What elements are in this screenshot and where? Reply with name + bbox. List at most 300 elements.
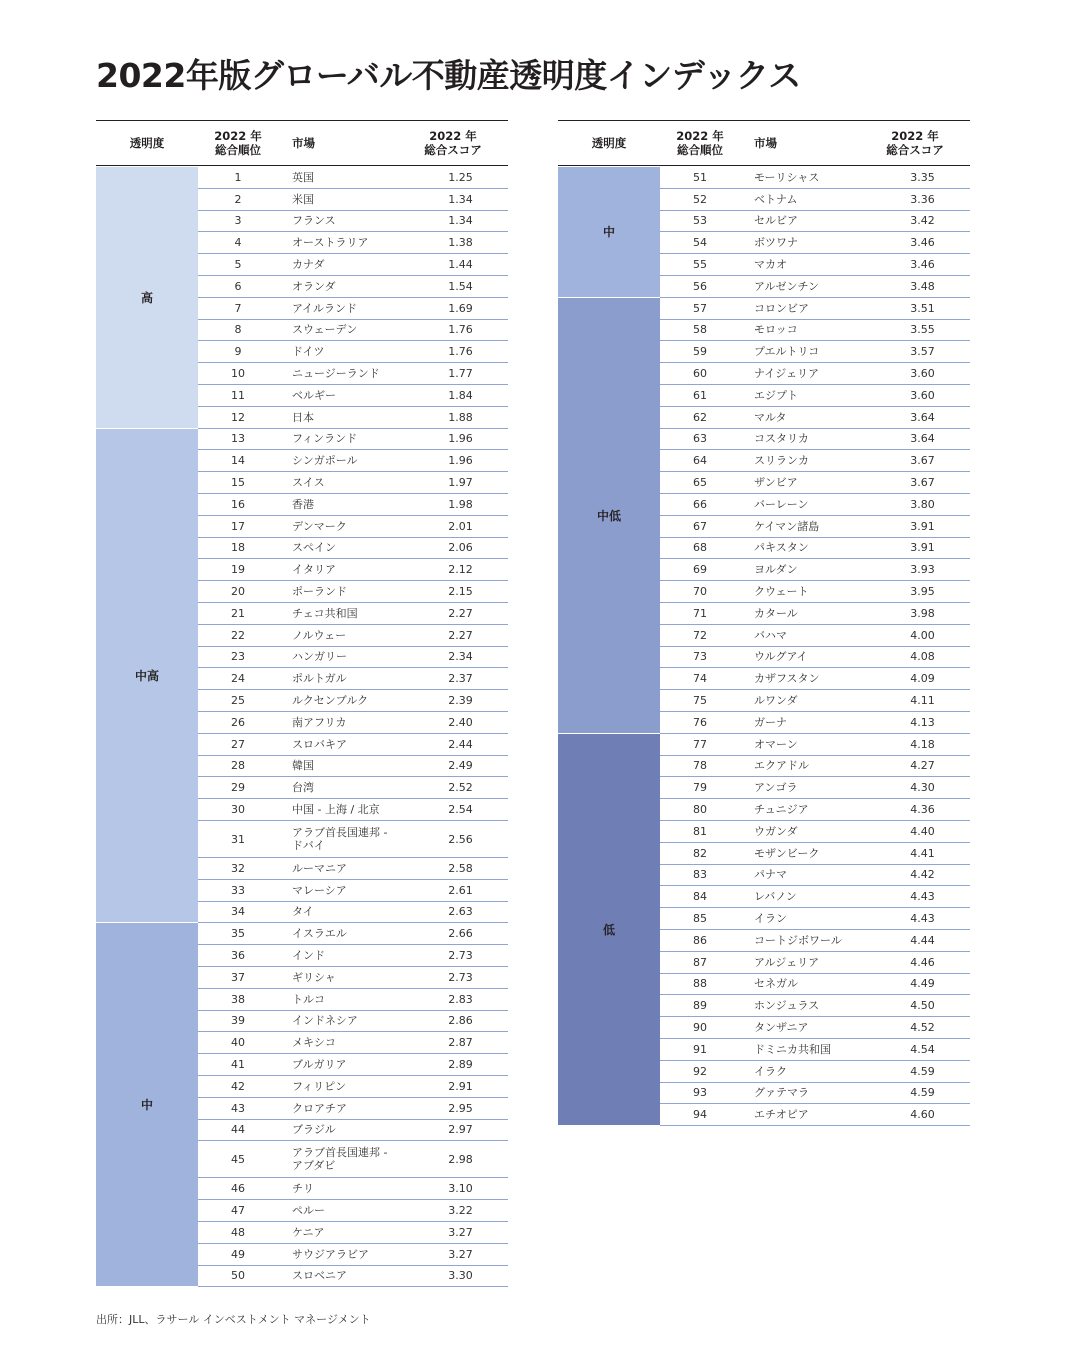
rank-cell: 58: [693, 323, 707, 337]
market-cell: クロアチア: [292, 1101, 347, 1115]
table-row: [660, 581, 970, 603]
rank-cell: 93: [693, 1086, 707, 1100]
header-transparency: 透明度: [129, 136, 165, 150]
rank-cell: 9: [234, 345, 242, 359]
score-cell: 2.34: [448, 650, 473, 664]
table-row: [198, 232, 508, 254]
market-cell: 韓国: [292, 759, 314, 773]
score-cell: 4.59: [910, 1064, 935, 1078]
rank-cell: 75: [693, 694, 707, 708]
score-cell: 3.80: [910, 497, 935, 511]
transparency-band: 中低: [558, 298, 660, 733]
market-cell: 中国 - 上海 / 北京: [292, 803, 380, 817]
table-row: [660, 189, 970, 211]
score-cell: 2.61: [448, 883, 473, 897]
score-cell: 3.27: [448, 1225, 473, 1239]
score-cell: 4.00: [910, 628, 935, 642]
market-cell: チェコ共和国: [292, 606, 358, 620]
table-row: [660, 647, 970, 669]
score-cell: 2.87: [448, 1036, 473, 1050]
score-cell: 1.34: [448, 214, 473, 228]
table-row: [660, 341, 970, 363]
table-row: [660, 167, 970, 189]
market-cell: エチオピア: [754, 1108, 809, 1122]
score-cell: 2.39: [448, 694, 473, 708]
score-cell: 3.67: [910, 476, 935, 490]
table-row: [660, 974, 970, 996]
table-row: [198, 1011, 508, 1033]
rank-cell: 33: [231, 883, 245, 897]
market-cell: ブラジル: [292, 1123, 336, 1137]
table-row: [198, 880, 508, 902]
table-row: [198, 1054, 508, 1076]
rank-cell: 22: [231, 628, 245, 642]
table-row: [198, 363, 508, 385]
rank-cell: 40: [231, 1036, 245, 1050]
market-cell: クウェート: [754, 585, 809, 599]
table-row: [198, 967, 508, 989]
table-row: [198, 1266, 508, 1288]
rank-cell: 82: [693, 846, 707, 860]
rank-cell: 6: [234, 279, 242, 293]
rank-cell: 37: [231, 970, 245, 984]
table-row: [198, 167, 508, 189]
score-cell: 4.59: [910, 1086, 935, 1100]
score-cell: 4.36: [910, 803, 935, 817]
table-row: [198, 298, 508, 320]
market-cell: カタール: [754, 606, 798, 620]
rank-cell: 59: [693, 345, 707, 359]
score-cell: 4.18: [910, 737, 935, 751]
market-cell: オマーン: [754, 737, 798, 751]
score-cell: 4.13: [910, 715, 935, 729]
table-row: [198, 734, 508, 756]
rank-cell: 73: [693, 650, 707, 664]
market-cell: スリランカ: [754, 454, 809, 468]
table-row: [660, 320, 970, 342]
table-row: [660, 668, 970, 690]
market-cell: ペルー: [292, 1204, 325, 1218]
market-cell: 南アフリカ: [292, 715, 347, 729]
rank-cell: 61: [693, 388, 707, 402]
rank-cell: 14: [231, 454, 245, 468]
market-cell: ルーマニア: [292, 861, 347, 875]
table-row: [198, 668, 508, 690]
score-cell: 1.54: [448, 279, 473, 293]
score-cell: 4.42: [910, 868, 935, 882]
score-cell: 4.09: [910, 672, 935, 686]
market-cell: チュニジア: [754, 803, 809, 817]
table-row: [660, 995, 970, 1017]
table-row: [660, 625, 970, 647]
market-cell: プエルトリコ: [754, 345, 820, 359]
header-transparency: 透明度: [591, 136, 627, 150]
rank-cell: 94: [693, 1108, 707, 1122]
table-row: [198, 945, 508, 967]
score-cell: 2.06: [448, 541, 473, 555]
score-cell: 2.66: [448, 927, 473, 941]
score-cell: 2.49: [448, 759, 473, 773]
table-header: [96, 120, 508, 166]
score-cell: 3.22: [448, 1204, 473, 1218]
market-cell: セネガル: [754, 977, 798, 991]
table-row: [198, 625, 508, 647]
market-cell: アルジェリア: [754, 955, 820, 969]
score-cell: 3.46: [910, 236, 935, 250]
score-cell: 2.54: [448, 803, 473, 817]
rank-cell: 13: [231, 432, 245, 446]
header-rank: 2022 年 総合順位: [676, 129, 724, 157]
score-cell: 2.27: [448, 628, 473, 642]
score-cell: 4.08: [910, 650, 935, 664]
rank-cell: 15: [231, 476, 245, 490]
market-cell: グァテマラ: [754, 1086, 809, 1100]
rank-cell: 70: [693, 585, 707, 599]
rank-cell: 2: [234, 192, 242, 206]
rank-cell: 54: [693, 236, 707, 250]
rank-cell: 66: [693, 497, 707, 511]
source-note: 出所：JLL、ラサール インベストメント マネージメント: [96, 1313, 371, 1326]
table-row: [660, 690, 970, 712]
market-cell: フランス: [292, 214, 336, 228]
market-cell: ナイジェリア: [754, 367, 820, 381]
table-row: [198, 320, 508, 342]
rank-cell: 11: [231, 388, 245, 402]
score-cell: 3.48: [910, 279, 935, 293]
score-cell: 1.38: [448, 236, 473, 250]
market-cell: アルゼンチン: [754, 279, 820, 293]
score-cell: 2.95: [448, 1101, 473, 1115]
score-cell: 3.42: [910, 214, 935, 228]
market-cell: 英国: [292, 170, 314, 184]
table-row: [660, 1083, 970, 1105]
rank-cell: 56: [693, 279, 707, 293]
market-cell: 香港: [292, 497, 314, 511]
rank-cell: 52: [693, 192, 707, 206]
rank-cell: 49: [231, 1247, 245, 1261]
score-cell: 4.50: [910, 999, 935, 1013]
rank-cell: 1: [234, 170, 242, 184]
table-row: [198, 538, 508, 560]
score-cell: 2.01: [448, 519, 473, 533]
table-row: [198, 559, 508, 581]
rank-cell: 79: [693, 781, 707, 795]
rank-cell: 47: [231, 1204, 245, 1218]
market-cell: ウガンダ: [754, 824, 798, 838]
market-cell: ニュージーランド: [292, 367, 380, 381]
score-cell: 2.15: [448, 585, 473, 599]
market-cell: フィンランド: [292, 432, 358, 446]
table-row: [660, 734, 970, 756]
rank-cell: 18: [231, 541, 245, 555]
rank-cell: 17: [231, 519, 245, 533]
market-cell: デンマーク: [292, 519, 347, 533]
market-cell: カナダ: [292, 258, 325, 272]
rank-cell: 62: [693, 410, 707, 424]
score-cell: 4.27: [910, 759, 935, 773]
market-cell: アイルランド: [292, 301, 358, 315]
rank-cell: 60: [693, 367, 707, 381]
rank-cell: 86: [693, 933, 707, 947]
market-cell: スイス: [292, 476, 325, 490]
table-row: [660, 494, 970, 516]
market-cell: ギリシャ: [292, 970, 336, 984]
score-cell: 1.96: [448, 432, 473, 446]
rank-cell: 44: [231, 1123, 245, 1137]
rank-cell: 72: [693, 628, 707, 642]
score-cell: 2.63: [448, 905, 473, 919]
market-cell: チリ: [292, 1182, 314, 1196]
score-cell: 4.11: [910, 694, 935, 708]
table-row: [198, 603, 508, 625]
rank-cell: 31: [231, 832, 245, 846]
score-cell: 4.52: [910, 1021, 935, 1035]
market-cell: ベルギー: [292, 388, 336, 402]
score-cell: 3.60: [910, 367, 935, 381]
rank-cell: 32: [231, 861, 245, 875]
table-row: [198, 472, 508, 494]
score-cell: 3.95: [910, 585, 935, 599]
score-cell: 2.73: [448, 970, 473, 984]
market-cell: スロベニア: [292, 1269, 347, 1283]
score-cell: 2.12: [448, 563, 473, 577]
market-cell: イタリア: [292, 563, 336, 577]
rank-cell: 41: [231, 1058, 245, 1072]
rank-cell: 38: [231, 992, 245, 1006]
table-row: [660, 952, 970, 974]
market-cell: ケニア: [292, 1225, 325, 1239]
table-row: [198, 211, 508, 233]
market-cell: アラブ首長国連邦 - アブダビ: [292, 1146, 388, 1173]
rank-cell: 50: [231, 1269, 245, 1283]
table-row: [660, 1104, 970, 1126]
market-cell: 台湾: [292, 781, 314, 795]
rank-cell: 45: [231, 1152, 245, 1166]
score-cell: 3.98: [910, 606, 935, 620]
market-cell: ボツワナ: [754, 236, 798, 250]
score-cell: 2.27: [448, 606, 473, 620]
score-cell: 3.55: [910, 323, 935, 337]
market-cell: トルコ: [292, 992, 325, 1006]
score-cell: 2.98: [448, 1152, 473, 1166]
rank-cell: 88: [693, 977, 707, 991]
score-cell: 4.54: [910, 1042, 935, 1056]
score-cell: 3.64: [910, 432, 935, 446]
score-cell: 3.46: [910, 258, 935, 272]
market-cell: インド: [292, 949, 325, 963]
score-cell: 3.93: [910, 563, 935, 577]
rank-cell: 68: [693, 541, 707, 555]
score-cell: 2.44: [448, 737, 473, 751]
table-row: [198, 494, 508, 516]
rank-cell: 92: [693, 1064, 707, 1078]
rank-cell: 83: [693, 868, 707, 882]
market-cell: スロバキア: [292, 737, 347, 751]
score-cell: 3.27: [448, 1247, 473, 1261]
market-cell: 日本: [292, 410, 314, 424]
table-row: [198, 690, 508, 712]
score-cell: 4.41: [910, 846, 935, 860]
table-row: [660, 865, 970, 887]
table-row: [660, 603, 970, 625]
market-cell: シンガポール: [292, 454, 358, 468]
market-cell: イラン: [754, 912, 787, 926]
market-cell: ルワンダ: [754, 694, 798, 708]
score-cell: 2.40: [448, 715, 473, 729]
market-cell: アラブ首長国連邦 - ドバイ: [292, 826, 388, 852]
rank-cell: 25: [231, 694, 245, 708]
score-cell: 3.60: [910, 388, 935, 402]
market-cell: ザンビア: [754, 476, 798, 490]
market-cell: 米国: [292, 192, 314, 206]
market-cell: パキスタン: [754, 541, 809, 555]
header-market: 市場: [754, 136, 777, 150]
rank-cell: 65: [693, 476, 707, 490]
table-row: [660, 821, 970, 843]
table-row: [660, 777, 970, 799]
table-row: [198, 1141, 508, 1178]
score-cell: 4.43: [910, 912, 935, 926]
market-cell: ホンジュラス: [754, 999, 820, 1013]
market-cell: サウジアラビア: [292, 1247, 369, 1261]
rank-cell: 27: [231, 737, 245, 751]
table-row: [660, 1061, 970, 1083]
rank-cell: 7: [234, 301, 242, 315]
score-cell: 1.34: [448, 192, 473, 206]
market-cell: タンザニア: [754, 1021, 809, 1035]
score-cell: 3.64: [910, 410, 935, 424]
score-cell: 3.57: [910, 345, 935, 359]
rank-cell: 76: [693, 715, 707, 729]
header-rank: 2022 年 総合順位: [214, 129, 262, 157]
score-cell: 1.69: [448, 301, 473, 315]
market-cell: ウルグアイ: [754, 650, 808, 664]
table-row: [660, 886, 970, 908]
table-row: [660, 930, 970, 952]
table-row: [198, 1244, 508, 1266]
rank-cell: 71: [693, 606, 707, 620]
table-row: [198, 989, 508, 1011]
score-cell: 2.52: [448, 781, 473, 795]
table-row: [198, 712, 508, 734]
market-cell: スウェーデン: [292, 323, 358, 337]
table-row: [660, 472, 970, 494]
header-score: 2022 年 総合スコア: [424, 129, 482, 157]
rank-cell: 48: [231, 1225, 245, 1239]
market-cell: イラク: [754, 1064, 787, 1078]
market-cell: モロッコ: [754, 323, 798, 337]
rank-cell: 24: [231, 672, 245, 686]
table-row: [198, 1178, 508, 1200]
table-row: [198, 1076, 508, 1098]
market-cell: マカオ: [754, 258, 787, 272]
score-cell: 3.51: [910, 301, 935, 315]
score-cell: 4.60: [910, 1108, 935, 1122]
table-row: [660, 1017, 970, 1039]
table-row: [198, 407, 508, 429]
table-row: [660, 276, 970, 298]
rank-cell: 36: [231, 949, 245, 963]
rank-cell: 29: [231, 781, 245, 795]
table-row: [198, 276, 508, 298]
market-cell: バーレーン: [754, 497, 809, 511]
score-cell: 1.96: [448, 454, 473, 468]
table-row: [198, 821, 508, 858]
table-row: [198, 756, 508, 778]
table-row: [198, 647, 508, 669]
market-cell: ガーナ: [754, 715, 787, 729]
table-row: [198, 341, 508, 363]
score-cell: 2.56: [448, 832, 473, 846]
table-row: [198, 450, 508, 472]
rank-cell: 39: [231, 1014, 245, 1028]
score-cell: 3.91: [910, 541, 935, 555]
score-cell: 3.67: [910, 454, 935, 468]
rank-cell: 34: [231, 905, 245, 919]
score-cell: 3.30: [448, 1269, 473, 1283]
rank-cell: 85: [693, 912, 707, 926]
market-cell: イスラエル: [292, 927, 347, 941]
rank-cell: 91: [693, 1042, 707, 1056]
transparency-band: 中: [96, 923, 198, 1286]
transparency-band: 低: [558, 734, 660, 1125]
table-row: [198, 1120, 508, 1142]
score-cell: 4.46: [910, 955, 935, 969]
market-cell: モザンビーク: [754, 846, 820, 860]
rank-cell: 4: [234, 236, 242, 250]
score-cell: 1.97: [448, 476, 473, 490]
rank-cell: 63: [693, 432, 707, 446]
table-row: [198, 189, 508, 211]
rank-cell: 64: [693, 454, 707, 468]
table-row: [660, 211, 970, 233]
table-row: [198, 923, 508, 945]
score-cell: 2.97: [448, 1123, 473, 1137]
table-row: [660, 843, 970, 865]
score-cell: 4.30: [910, 781, 935, 795]
rank-cell: 80: [693, 803, 707, 817]
score-cell: 4.43: [910, 890, 935, 904]
market-cell: カザフスタン: [754, 672, 820, 686]
table-row: [660, 407, 970, 429]
market-cell: パナマ: [754, 868, 787, 882]
transparency-band: 中高: [96, 429, 198, 923]
market-cell: ポーランド: [292, 585, 347, 599]
score-cell: 2.83: [448, 992, 473, 1006]
rank-cell: 26: [231, 715, 245, 729]
rank-cell: 20: [231, 585, 245, 599]
score-cell: 4.49: [910, 977, 935, 991]
market-cell: スペイン: [292, 541, 336, 555]
score-cell: 2.58: [448, 861, 473, 875]
table-row: [198, 429, 508, 451]
rank-cell: 81: [693, 824, 707, 838]
table-row: [660, 538, 970, 560]
table-row: [660, 363, 970, 385]
table-row: [198, 1200, 508, 1222]
score-cell: 4.40: [910, 824, 935, 838]
score-cell: 2.86: [448, 1014, 473, 1028]
score-cell: 2.91: [448, 1079, 473, 1093]
table-row: [660, 559, 970, 581]
score-cell: 2.73: [448, 949, 473, 963]
table-row: [660, 1039, 970, 1061]
table-row: [198, 581, 508, 603]
rank-cell: 87: [693, 955, 707, 969]
market-cell: ベトナム: [754, 192, 798, 206]
market-cell: エクアドル: [754, 759, 809, 773]
table-row: [660, 908, 970, 930]
